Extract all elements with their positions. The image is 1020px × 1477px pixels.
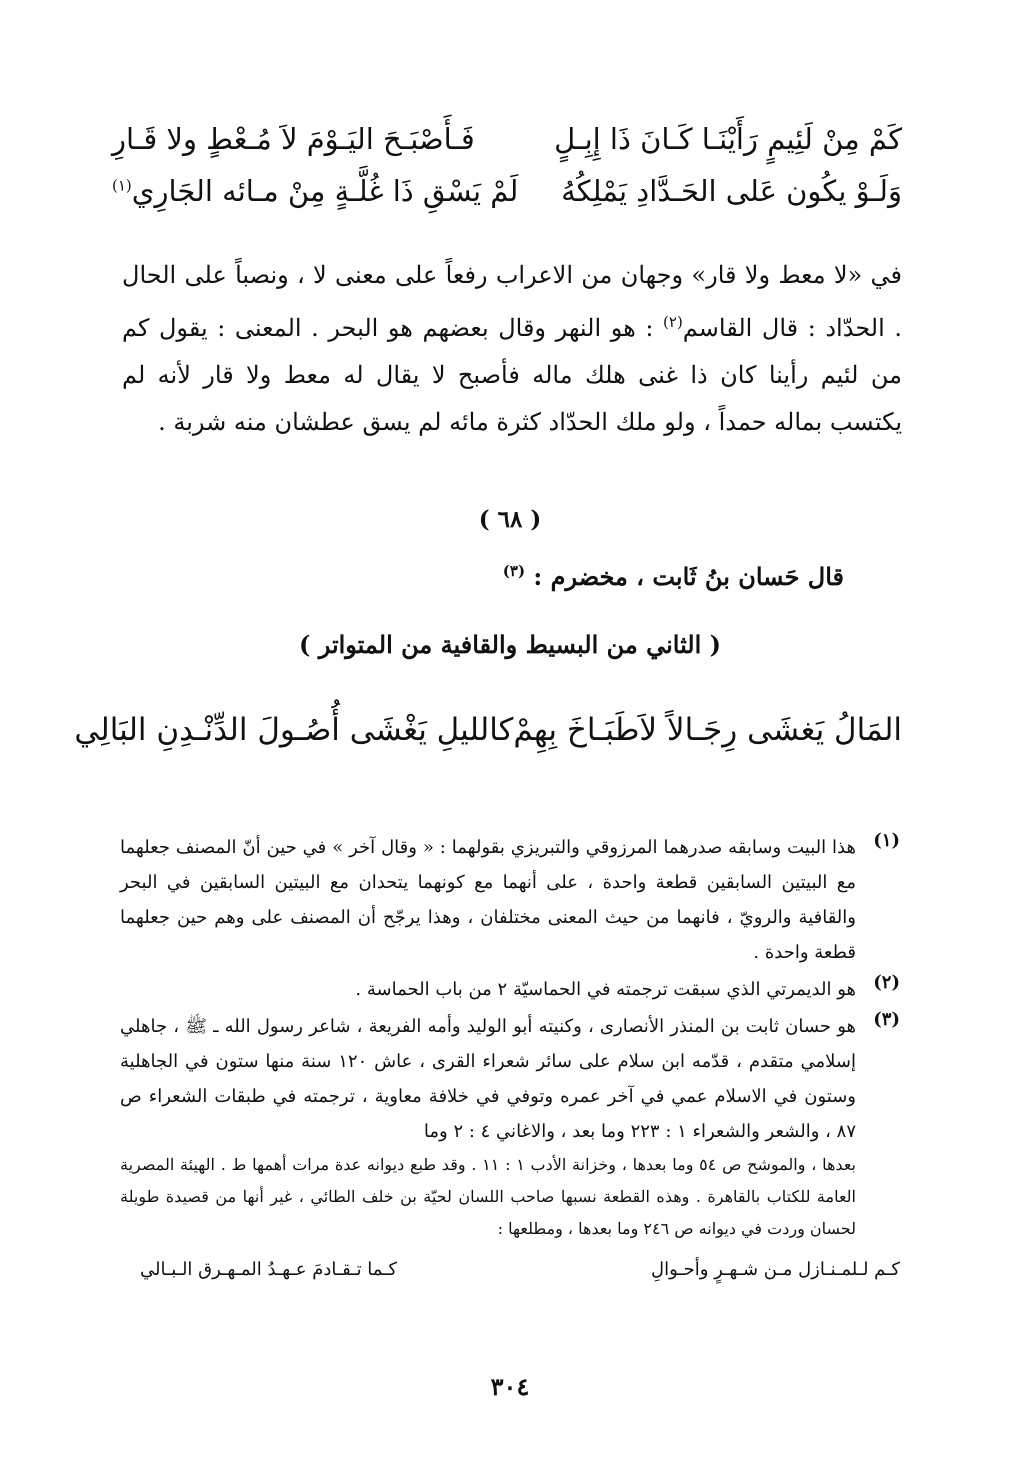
footnote-3 (120, 1009, 900, 1245)
footnote-verse-second: كـما تـقـادمَ عـهـدُ المـهـرق الـبـالي (140, 1259, 398, 1280)
attribution-text: قال حَسان بنُ ثَابت ، مخضرم : (533, 562, 844, 591)
footnote-marker-2: (٢) (663, 313, 683, 331)
poet-attribution (503, 562, 844, 591)
commentary-part-1: في «لا معط ولا قار» وجهان من الاعراب رفعاً على معنى لا ، ونصباً على الحال . الحدّاد : قال القاسم (122, 261, 902, 342)
footnote-marker-1: (١) (112, 176, 132, 195)
footnote-3-text-small: بعدها ، والموشح ص ٥٤ وما بعدها ، وخزانة الأدب ١ : ١١ . وقد طبع ديوانه عدة مرات أهمها ط . الهيئة المصرية العامة للكتاب بالقاهرة . وهذه القطعة نسبها صاحب اللسان لحيّة بن خلف الطائي ، غير أنها من قصيدة طويلة لحسان وردت في ديوانه ص ٢٤٦ وما بعدها ، ومطلعها : (120, 1155, 857, 1238)
meter-heading: ( الثاني من البسيط والقافية من المتواتر ) (298, 630, 721, 659)
footnote-2-text: هو الديمرتي الذي سبقت ترجمته في الحماسيّة ٢ من باب الحماسة . (355, 979, 856, 1000)
footnote-verse (140, 1259, 900, 1280)
main-verse-second-hemistich: كالليلِ يَغْشَى أُصُـولَ الدِّنْـدِنِ البَالِي (74, 712, 514, 748)
footnote-1 (120, 830, 900, 970)
verse-2-second-hemistich: لَمْ يَسْقِ ذَا غُلَّـةٍ مِنْ مـائه الجَارِي (131, 174, 519, 208)
verse-1-second-hemistich: فَـأَصْبَـحَ اليَـوْمَ لاَ مُـعْطٍ ولا قَـارِ (112, 122, 475, 156)
commentary-paragraph (122, 252, 902, 446)
footnote-2 (120, 972, 900, 1007)
footnote-2-number: (٢) (873, 972, 900, 993)
footnote-marker-3: (٣) (502, 562, 526, 580)
verse-2-second-hemistich-group (112, 174, 518, 208)
footnote-1-text: هذا البيت وسابقه صدرهما المرزوقي والتبريزي بقولهما : « وقال آخر » في حين أنّ المصنف جعلهما مع البيتين السابقين قطعة واحدة ، على أنهما مع كونهما يتحدان مع البيتين السابقين في البحر والقافية والرويّ ، فانهما من حيث المعنى مختلفان ، وهذا يرجّح أن المصنف على وهم حين جعلهما قطعة واحدة . (120, 837, 856, 963)
poem-number: ( ٦٨ ) (478, 506, 542, 533)
verse-line-1 (112, 122, 902, 174)
verse-1-first-hemistich: كَمْ مِنْ لَئِيمٍ رَأَيْنَـا كَـانَ ذَا إِبِـلٍ (554, 122, 902, 156)
footnote-3-number: (٣) (873, 1009, 900, 1030)
footnote-1-number: (١) (873, 830, 900, 851)
page-number: ٣٠٤ (490, 1372, 530, 1401)
commentary-part-2: : هو النهر وقال بعضهم هو البحر . المعنى : يقول كم من لئيم رأينا كان ذا غنى هلك ماله فأصبح لا يقال له معط ولا قار لأنه لم يكتسب بماله حمداً ، ولو ملك الحدّاد كثرة مائه لم يسق عطشان منه شربة . (122, 314, 902, 436)
footnotes (120, 830, 900, 1280)
footnote-3-text: هو حسان ثابت بن المنذر الأنصارى ، وكنيته أبو الوليد وأمه الفريعة ، شاعر رسول الله ـ ﷺ ، جاهلي إسلامي متقدم ، قدّمه ابن سلام على سائر شعراء القرى ، عاش ١٢٠ سنة منها ستون في الجاهلية وستون في الاسلام عمي في آخر عمره وتوفي في خلافة معاوية ، ترجمته في طبقات الشعراء ص ٨٧ ، والشعر والشعراء ١ : ٢٢٣ وما بعد ، والاغاني ٤ : ٢ وما (120, 1016, 856, 1142)
commentary-text (122, 252, 902, 446)
main-verse (74, 712, 902, 772)
top-verses (112, 122, 902, 226)
footnote-3-body (120, 1009, 856, 1245)
footnote-verse-first: كـم لـلمـنـازل مـن شـهـرٍ وأحـوالِ (650, 1259, 900, 1280)
main-verse-line (74, 712, 902, 772)
verse-line-2 (112, 174, 902, 226)
verse-2-first-hemistich: وَلَـوْ يكُون عَلى الحَـدَّادِ يَمْلِكُهُ (561, 174, 902, 208)
main-verse-first-hemistich: المَالُ يَغشَى رِجَـالاً لاَطَبَـاخَ بِهِمْ (513, 712, 902, 748)
